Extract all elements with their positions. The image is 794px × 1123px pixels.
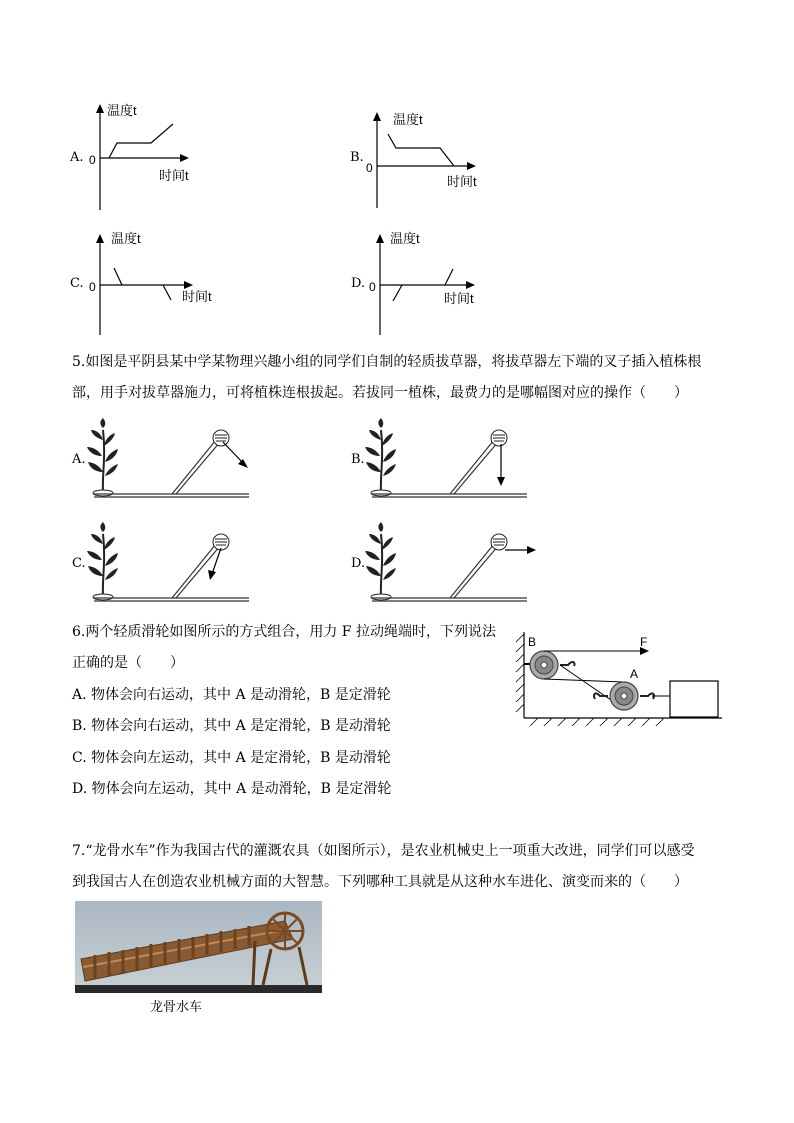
q4-d-ylabel: 温度t — [390, 231, 420, 246]
q4-graph-d — [365, 225, 495, 337]
q5-text-line1: 5.如图是平阴县某中学某物理兴趣小组的同学们自制的轻质拔草器，将拔草器左下端的叉子插入植株根 — [72, 354, 702, 370]
q6-option-d: D. 物体会向左运动，其中 A 是动滑轮，B 是定滑轮 — [72, 781, 392, 797]
q6-option-b: B. 物体会向右运动，其中 A 是定滑轮，B 是动滑轮 — [72, 718, 391, 734]
q7-waterwheel-photo — [75, 901, 322, 993]
q6-pulley-figure — [512, 628, 727, 728]
q4-option-b-letter: B. — [350, 150, 364, 165]
q7-text-line1: 7.“龙骨水车”作为我国古代的灌溉农具（如图所示），是农业机械史上一项重大改进，同学们可以感受 — [72, 843, 695, 859]
q4-b-ylabel: 温度t — [393, 112, 423, 127]
q6-text-line2: 正确的是（ ） — [72, 655, 184, 671]
q5-figure-a — [72, 416, 257, 506]
q4-graph-c — [85, 225, 225, 337]
q4-b-origin: 0 — [366, 161, 373, 175]
q4-graph-b — [362, 104, 487, 214]
q4-d-xlabel: 时间t — [444, 291, 474, 306]
q5-option-a-letter: A. — [72, 452, 86, 467]
q6-text-line1: 6.两个轻质滑轮如图所示的方式组合，用力 F 拉动绳端时，下列说法 — [72, 624, 496, 640]
q5-figure-c — [72, 520, 257, 610]
q4-graph-a — [85, 98, 205, 213]
q4-option-a-letter: A. — [70, 150, 84, 165]
q5-figure-d — [350, 520, 540, 610]
q4-a-origin: 0 — [89, 153, 96, 167]
q4-a-ylabel: 温度t — [107, 103, 137, 118]
q4-d-origin: 0 — [369, 280, 376, 294]
q6-label-a: A — [630, 667, 639, 681]
q6-label-b: B — [528, 635, 537, 649]
q4-option-c-letter: C. — [70, 276, 84, 291]
q4-b-xlabel: 时间t — [447, 174, 477, 189]
q4-c-xlabel: 时间t — [182, 289, 212, 304]
q4-option-d-letter: D. — [351, 276, 366, 291]
q5-option-b-letter: B. — [351, 452, 365, 467]
q4-c-origin: 0 — [89, 280, 96, 294]
q5-option-d-letter: D. — [351, 556, 366, 571]
q6-label-f: F — [640, 635, 648, 649]
q5-text-line2: 部，用手对拔草器施力，可将植株连根拔起。若拔同一植株，最费力的是哪幅图对应的操作（ ） — [72, 385, 688, 401]
q6-option-c: C. 物体会向左运动，其中 A 是定滑轮，B 是动滑轮 — [72, 750, 391, 766]
q4-c-ylabel: 温度t — [111, 231, 141, 246]
q4-a-xlabel: 时间t — [159, 168, 189, 183]
q5-figure-b — [350, 416, 535, 506]
q6-option-a: A. 物体会向右运动，其中 A 是动滑轮，B 是定滑轮 — [72, 687, 391, 703]
q5-option-c-letter: C. — [72, 556, 86, 571]
q7-photo-caption: 龙骨水车 — [150, 999, 203, 1014]
q7-text-line2: 到我国古人在创造农业机械方面的大智慧。下列哪种工具就是从这种水车进化、演变而来的（ ） — [72, 874, 688, 890]
